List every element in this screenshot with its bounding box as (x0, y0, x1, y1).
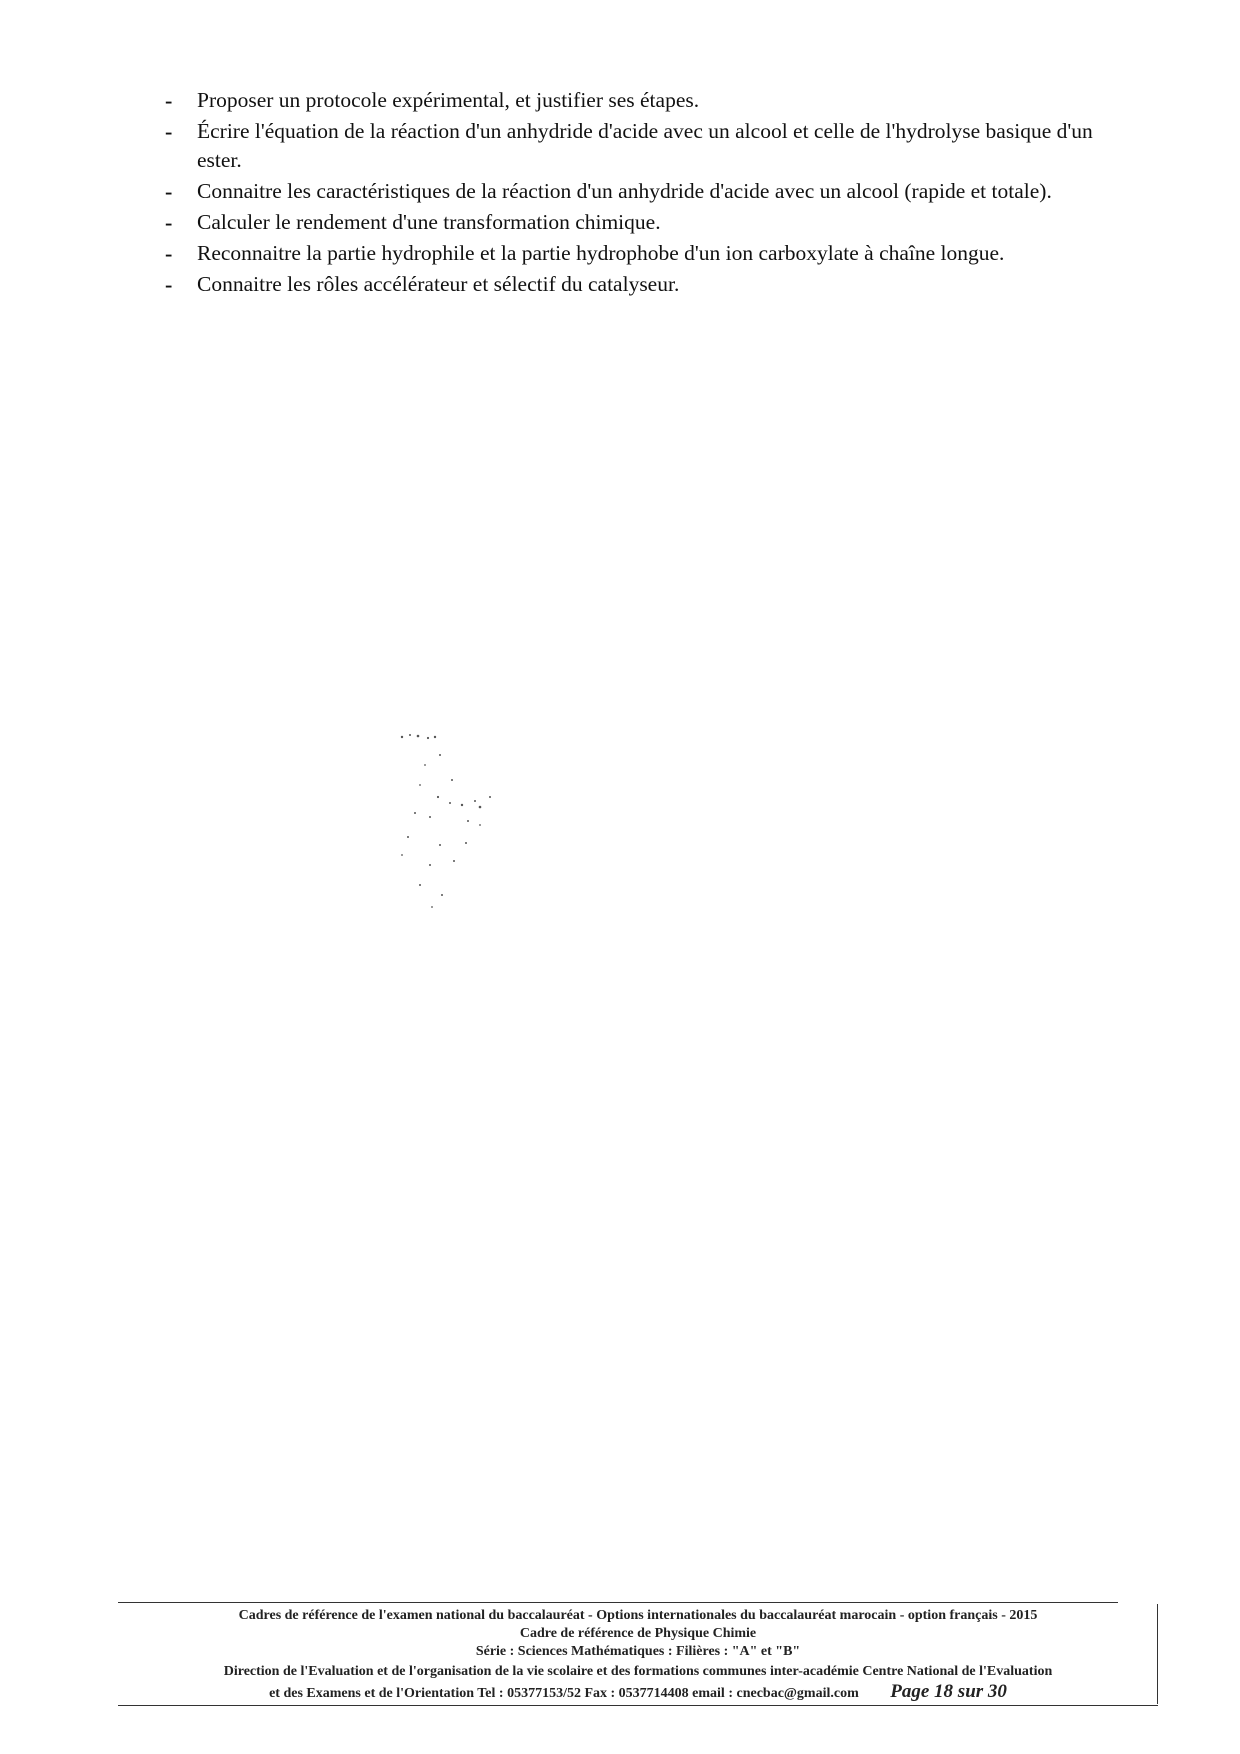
bullet-dash: - (165, 210, 173, 235)
objective-text: Reconnaitre la partie hydrophile et la partie hydrophobe d'un ion carboxylate à chaîne longue. (197, 241, 1005, 265)
list-item (165, 239, 1125, 268)
list-item (165, 270, 1125, 299)
footer-contact: et des Examens et de l'Orientation Tel : 05377153/52 Fax : 0537714408 email : cnecbac@gmail.com (269, 1686, 859, 1701)
footer-title: Cadres de référence de l'examen national du baccalauréat - Options internationales du baccalauréat marocain - option français - 2015 (238, 1608, 1038, 1623)
objective-text: Connaitre les caractéristiques de la réaction d'un anhydride d'acide avec un alcool (rapide et totale). (197, 179, 1052, 203)
page-footer (118, 1602, 1158, 1706)
page-number: Page 18 sur 30 (890, 1681, 1007, 1702)
bullet-dash: - (165, 119, 173, 144)
footer-contact-line (118, 1681, 1158, 1702)
bullet-dash: - (165, 272, 173, 297)
objective-text: Connaitre les rôles accélérateur et sélectif du catalyseur. (197, 272, 680, 296)
bullet-dash: - (165, 241, 173, 266)
footer-top-rule (118, 1602, 1118, 1603)
objective-text: Proposer un protocole expérimental, et justifier ses étapes. (197, 88, 700, 112)
footer-direction: Direction de l'Evaluation et de l'organisation de la vie scolaire et des formations communes inter-académie Centre National de l'Evaluation (223, 1664, 1053, 1679)
footer-subject: Cadre de référence de Physique Chimie (519, 1626, 757, 1641)
footer-series: Série : Sciences Mathématiques : Filières : "A" et "B" (475, 1644, 801, 1659)
objective-text: Calculer le rendement d'une transformation chimique. (197, 210, 661, 234)
bullet-dash: - (165, 88, 173, 113)
objective-text: Écrire l'équation de la réaction d'un anhydride d'acide avec un alcool et celle de l'hydrolyse basique d'un ester. (197, 119, 1093, 172)
list-item (165, 86, 1125, 115)
list-item (165, 208, 1125, 237)
scan-artifact (380, 725, 520, 915)
list-item (165, 177, 1125, 206)
footer-bottom-rule (118, 1705, 1158, 1706)
bullet-dash: - (165, 179, 173, 204)
objectives-list (165, 86, 1125, 301)
list-item (165, 117, 1125, 175)
